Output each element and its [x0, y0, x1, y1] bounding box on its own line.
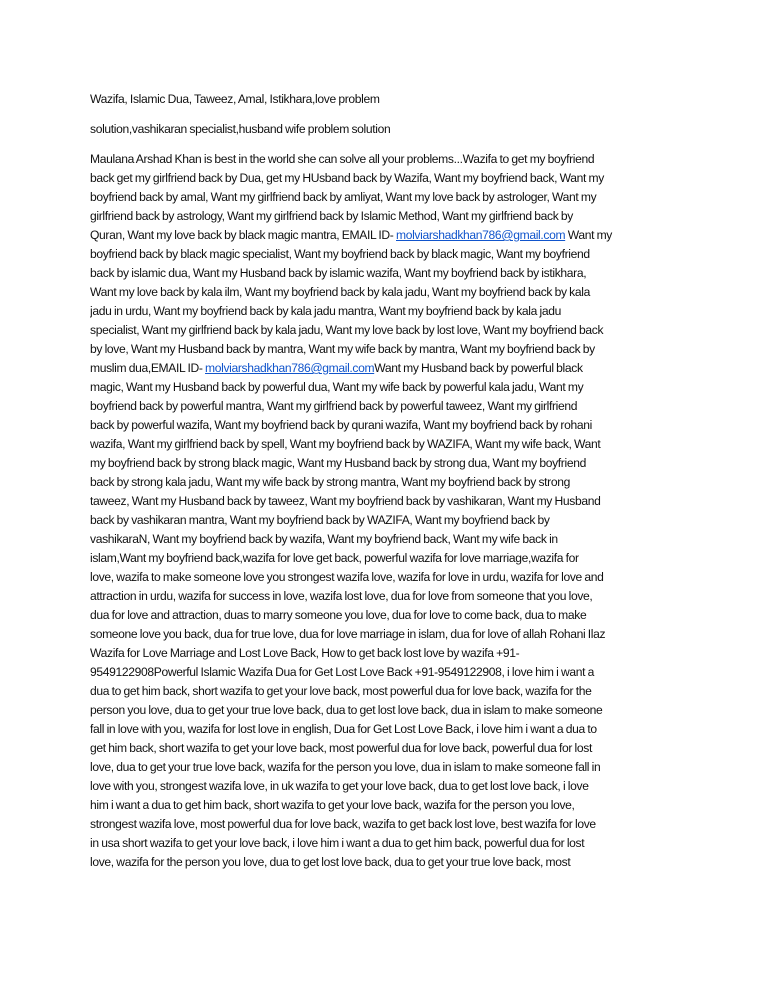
- body-line: back by strong kala jadu, Want my wife back by strong mantra, Want my boyfriend back by strong: [90, 475, 570, 489]
- email-link[interactable]: molviarshadkhan786@gmail.com: [205, 361, 375, 375]
- body-line: boyfriend back by amal, Want my girlfriend back by amliyat, Want my love back by astrologer, Want my: [90, 190, 597, 204]
- body-line: in usa short wazifa to get your love back, i love him i want a dua to get him back, powerful dua for lost: [90, 836, 585, 850]
- body-line: dua for love and attraction, duas to marry someone you love, dua for love to come back, dua to make: [90, 608, 587, 622]
- body-line: strongest wazifa love, most powerful dua for love back, wazifa to get back lost love, best wazifa for love: [90, 817, 596, 831]
- body-line: Wazifa for Love Marriage and Lost Love Back, How to get back lost love by wazifa +91-: [90, 646, 520, 660]
- body-line: 9549122908Powerful Islamic Wazifa Dua for Get Lost Love Back +91-9549122908, i love him i want a: [90, 665, 594, 679]
- body-line: my boyfriend back by strong black magic, Want my Husband back by strong dua, Want my boyfriend: [90, 456, 586, 470]
- body-line: person you love, dua to get your true love back, dua to get lost love back, dua in islam to make someone: [90, 703, 603, 717]
- document-subtitle: [90, 120, 682, 139]
- body-line: love, wazifa for the person you love, dua to get lost love back, dua to get your true love back, most: [90, 855, 571, 869]
- body-line: boyfriend back by powerful mantra, Want my girlfriend back by powerful taweez, Want my girlfriend: [90, 399, 578, 413]
- body-line: islam,Want my boyfriend back,wazifa for love get back, powerful wazifa for love marriage,wazifa for: [90, 551, 579, 565]
- title-line: Wazifa, Islamic Dua, Taweez, Amal, Istikhara,love problem: [90, 92, 380, 106]
- body-line: back by vashikaran mantra, Want my boyfriend back by WAZIFA, Want my boyfriend back by: [90, 513, 550, 527]
- body-line: taweez, Want my Husband back by taweez, Want my boyfriend back by vashikaran, Want my Husband: [90, 494, 601, 508]
- body-line: get him back, short wazifa to get your love back, most powerful dua for love back, powerful dua for lost: [90, 741, 592, 755]
- body-text: muslim dua,EMAIL ID-: [90, 361, 206, 375]
- body-line: back by islamic dua, Want my Husband back by islamic wazifa, Want my boyfriend back by istikhara,: [90, 266, 587, 280]
- document-title: [90, 90, 682, 109]
- body-line: by love, Want my Husband back by mantra, Want my wife back by mantra, Want my boyfriend back by: [90, 342, 595, 356]
- body-line: dua to get him back, short wazifa to get your love back, most powerful dua for love back, wazifa for the: [90, 684, 592, 698]
- body-line: specialist, Want my girlfriend back by kala jadu, Want my love back by lost love, Want my boyfriend back: [90, 323, 604, 337]
- body-line: [90, 226, 682, 245]
- body-line: jadu in urdu, Want my boyfriend back by kala jadu mantra, Want my boyfriend back by kala jadu: [90, 304, 561, 318]
- document-content: [90, 90, 682, 883]
- email-link[interactable]: molviarshadkhan786@gmail.com: [396, 228, 566, 242]
- body-line: someone love you back, dua for true love, dua for love marriage in islam, dua for love of allah Rohani Ilaz: [90, 627, 606, 641]
- body-line: back get my girlfriend back by Dua, get my HUsband back by Wazifa, Want my boyfriend back, Want my: [90, 171, 604, 185]
- body-line: boyfriend back by black magic specialist, Want my boyfriend back by black magic, Want my boyfriend: [90, 247, 590, 261]
- body-line: wazifa, Want my girlfriend back by spell, Want my boyfriend back by WAZIFA, Want my wife back, Want: [90, 437, 601, 451]
- body-line: attraction in urdu, wazifa for success in love, wazifa lost love, dua for love from someone that you love,: [90, 589, 593, 603]
- body-text: Want my Husband back by powerful black: [374, 361, 583, 375]
- body-text: Quran, Want my love back by black magic mantra, EMAIL ID-: [90, 228, 396, 242]
- subtitle-line: solution,vashikaran specialist,husband wife problem solution: [90, 122, 391, 136]
- body-line: Want my love back by kala ilm, Want my boyfriend back by kala jadu, Want my boyfriend back by kala: [90, 285, 590, 299]
- body-line: love, wazifa to make someone love you strongest wazifa love, wazifa for love in urdu, wazifa for love and: [90, 570, 604, 584]
- body-line: magic, Want my Husband back by powerful dua, Want my wife back by powerful kala jadu, Want my: [90, 380, 584, 394]
- body-text: Want my: [565, 228, 613, 242]
- body-line: back by powerful wazifa, Want my boyfriend back by qurani wazifa, Want my boyfriend back by rohani: [90, 418, 592, 432]
- body-line: Maulana Arshad Khan is best in the world she can solve all your problems...Wazifa to get my boyfriend: [90, 152, 595, 166]
- body-line: fall in love with you, wazifa for lost love in english, Dua for Get Lost Love Back, i love him i want a dua to: [90, 722, 597, 736]
- body-line: love with you, strongest wazifa love, in uk wazifa to get your love back, dua to get lost love back, i love: [90, 779, 589, 793]
- body-paragraph: [90, 150, 682, 872]
- body-line: [90, 359, 682, 378]
- body-line: him i want a dua to get him back, short wazifa to get your love back, wazifa for the person you love,: [90, 798, 575, 812]
- body-line: girlfriend back by astrology, Want my girlfriend back by Islamic Method, Want my girlfriend back by: [90, 209, 574, 223]
- body-line: love, dua to get your true love back, wazifa for the person you love, dua in islam to make someone fall in: [90, 760, 601, 774]
- body-line: vashikaraN, Want my boyfriend back by wazifa, Want my boyfriend back, Want my wife back in: [90, 532, 558, 546]
